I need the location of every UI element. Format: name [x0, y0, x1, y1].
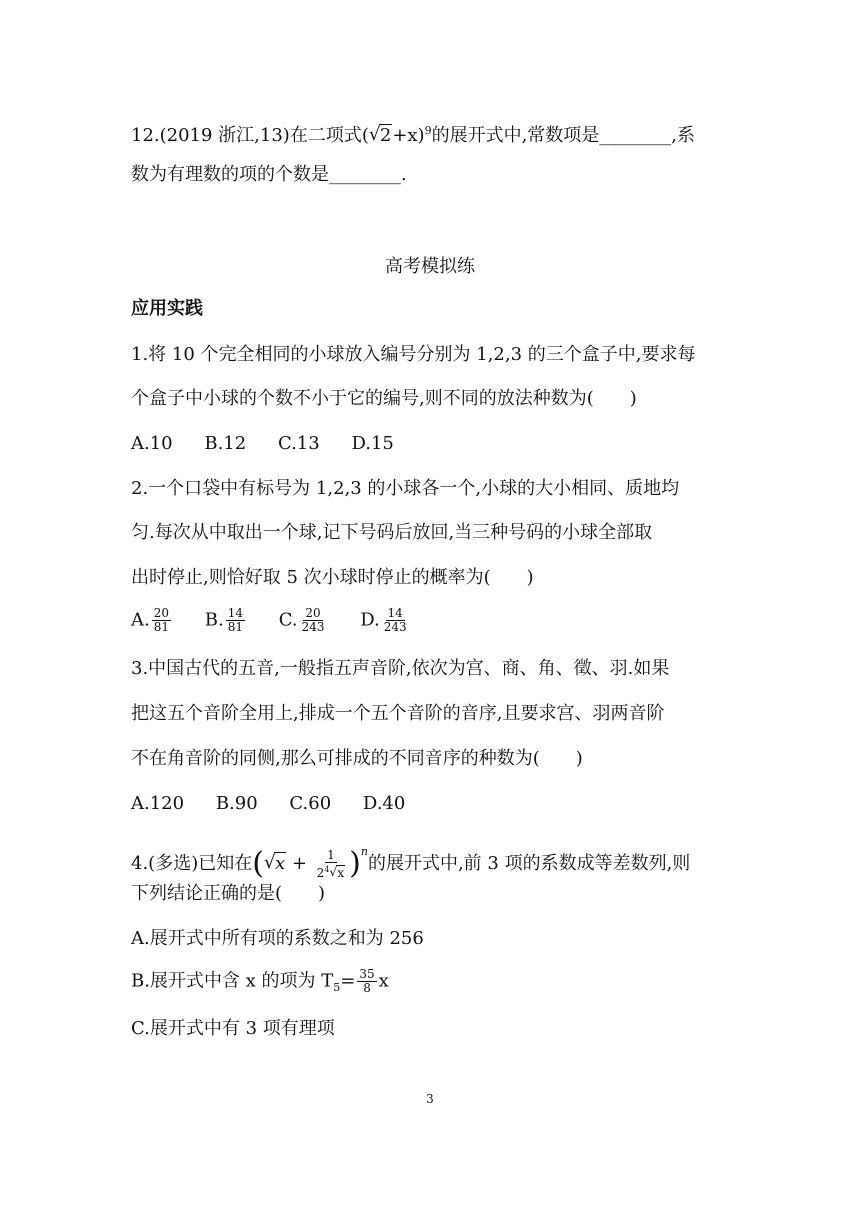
q4-option-a: A.展开式中所有项的系数之和为 256 — [131, 928, 424, 949]
q4-line2: 下列结论正确的是( ) — [131, 883, 326, 904]
q1-line1: 1.将 10 个完全相同的小球放入编号分别为 1,2,3 的三个盒子中,要求每 — [131, 344, 696, 365]
q12-line1 — [131, 118, 695, 149]
q2-line2: 匀.每次从中取出一个球,记下号码后放回,当三种号码的小球全部取 — [131, 522, 653, 543]
q4-prefix: 4.(多选)已知在 — [131, 853, 253, 874]
q1-line2: 个盒子中小球的个数不小于它的编号,则不同的放法种数为( ) — [131, 388, 637, 409]
q12-line2: 数为有理数的项的个数是________. — [131, 164, 407, 185]
q4-option-b: B.展开式中含 x 的项为 $T_5=$ $\frac{35}{8}$ x — [131, 967, 389, 995]
q4-suffix: 的展开式中,前 3 项的系数成等差数列,则 — [367, 853, 691, 874]
q3-line1: 3.中国古代的五音,一般指五声音阶,依次为宫、商、角、徵、羽.如果 — [131, 658, 670, 679]
q1-option-a: A.10 — [131, 433, 173, 454]
q2-option-a: A. $\frac{20}{81}$ — [131, 606, 170, 634]
q12-exponent: 9 — [424, 124, 432, 137]
q3-option-a: A.120 — [131, 793, 185, 814]
q2-option-b: B. $\frac{14}{81}$ — [204, 606, 243, 634]
sqrt-symbol: √ 2 — [369, 123, 392, 149]
q3-line2: 把这五个音阶全用上,排成一个五个音阶的音序,且要求宫、羽两音阶 — [131, 703, 665, 724]
q4-line1 — [131, 832, 690, 884]
q1-option-b: B.12 — [204, 433, 247, 454]
q3-option-b: B.90 — [215, 793, 258, 814]
q4-exponent: n — [360, 845, 368, 858]
q3-line3: 不在角音阶的同侧,那么可排成的不同音序的种数为( ) — [131, 748, 583, 769]
q1-option-d: D.15 — [351, 433, 394, 454]
plus-sign: + — [286, 853, 313, 874]
q4-option-c: C.展开式中有 3 项有理项 — [131, 1018, 335, 1039]
q1-option-c: C.13 — [277, 433, 320, 454]
q1-options — [131, 431, 420, 457]
q2-line1: 2.一个口袋中有标号为 1,2,3 的小球各一个,小球的大小相同、质地均 — [131, 478, 680, 499]
q12-text-c: 的展开式中,常数项是________,系 — [431, 125, 696, 146]
q12-text-a: 12.(2019 浙江,13)在二项式( — [131, 125, 369, 146]
q4-fraction: $\frac{1}{2^4√ x}$ — [315, 849, 348, 880]
page-number: 3 — [426, 1092, 434, 1106]
q2-option-c: C. $\frac{20}{243}$ — [278, 606, 325, 634]
q3-option-c: C.60 — [289, 793, 332, 814]
subsection-title: 应用实践 — [131, 298, 203, 319]
q12-text-b: +x) — [392, 125, 425, 146]
q2-option-d: D. $\frac{14}{243}$ — [360, 606, 407, 634]
q3-option-d: D.40 — [362, 793, 406, 814]
q3-options — [131, 791, 431, 817]
left-paren: ( — [252, 846, 264, 881]
q2-options — [131, 607, 437, 634]
section-title: 高考模拟练 — [385, 256, 475, 277]
sqrt-x: √ x — [264, 844, 286, 884]
right-paren: ) — [349, 846, 361, 881]
q2-line3: 出时停止,则恰好取 5 次小球时停止的概率为( ) — [131, 567, 534, 588]
